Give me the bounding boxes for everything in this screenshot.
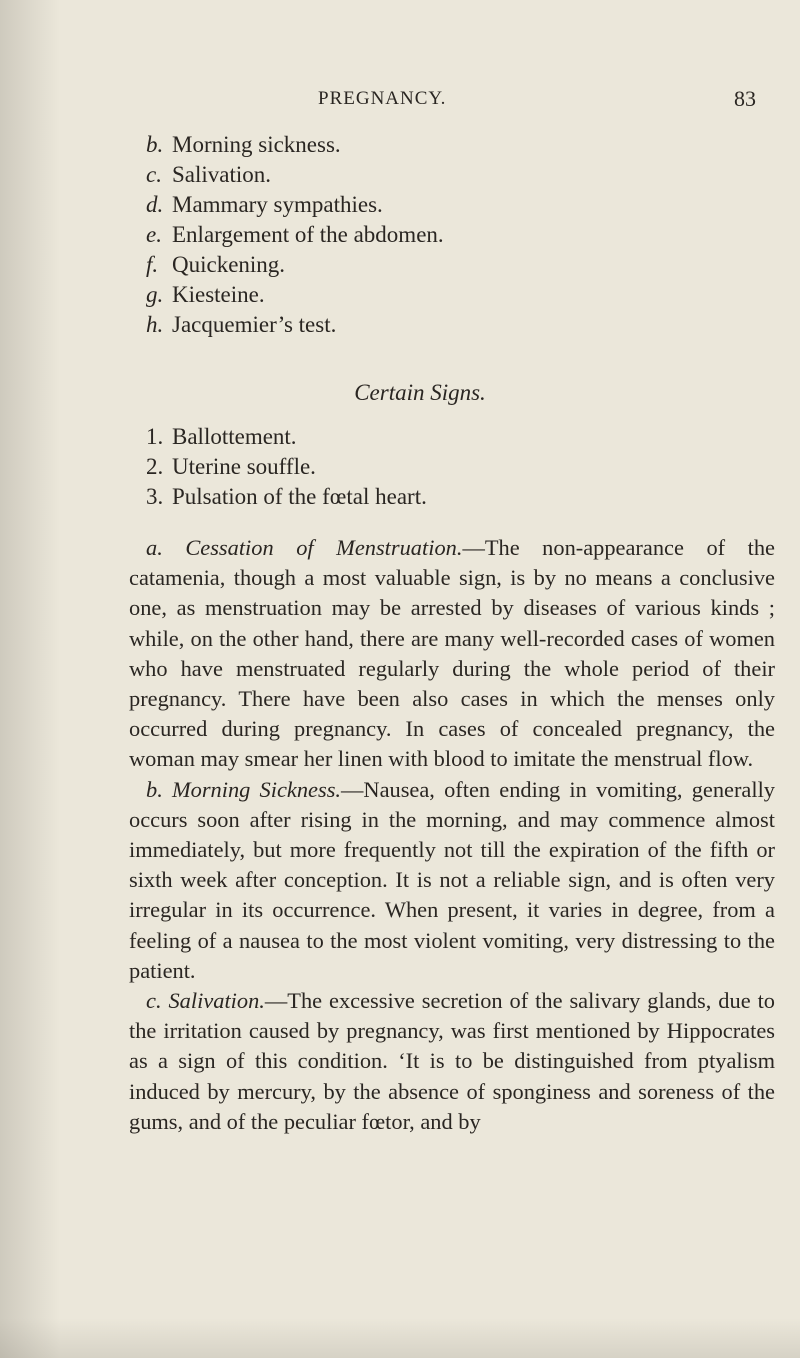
list-item [146, 482, 427, 512]
page-shadow-bottom [0, 1318, 800, 1358]
certain-signs-list [146, 422, 427, 512]
list-text: Uterine souffle. [172, 454, 316, 479]
paragraph-lead: a. Cessation of Menstruation. [146, 535, 463, 560]
list-number: 3. [146, 484, 164, 509]
list-item [146, 220, 444, 250]
list-item [146, 190, 444, 220]
body-text [129, 533, 775, 1137]
list-item [146, 130, 444, 160]
paragraph-text: —Nausea, often ending in vomiting, generally occurs soon after rising in the morning, and may commence almost immediately, but more frequently not till the expiration of the fifth or sixth week after conception. It is not a reliable sign, and is often very irregular in its occurrence. When present, it varies in degree, from a feeling of a nausea to the most violent vomiting, very distressing to the patient. [129, 776, 775, 983]
running-title: PREGNANCY. [318, 88, 447, 109]
list-item [146, 310, 444, 340]
list-text: Quickening. [172, 252, 286, 277]
list-item [146, 422, 427, 452]
list-text: Ballottement. [172, 424, 297, 449]
paragraph-lead: b. Morning Sickness. [146, 776, 342, 802]
list-item [146, 250, 444, 280]
list-text: Kiesteine. [172, 282, 265, 307]
list-marker: d. [146, 192, 164, 217]
uncertain-signs-list [146, 130, 444, 340]
list-text: Mammary sympathies. [172, 192, 383, 217]
paragraph-cessation-of-menstruation [129, 533, 775, 775]
paragraph-salivation [129, 986, 775, 1137]
paragraph-morning-sickness [129, 775, 775, 986]
list-marker: e. [146, 222, 162, 247]
page-number: 83 [734, 86, 756, 111]
list-marker: f. [146, 252, 159, 277]
list-text: Salivation. [172, 162, 272, 187]
list-number: 2. [146, 454, 164, 479]
list-marker: g. [146, 282, 164, 307]
page-shadow-left [0, 0, 60, 1358]
list-item [146, 280, 444, 310]
list-marker: c. [146, 162, 162, 187]
list-marker: b. [146, 132, 164, 157]
paragraph-text: —The non-appearance of the catamenia, though a most valuable sign, is by no means a conclusive one, as menstruation may be arrested by diseases of various kinds ; while, on the other hand, there are many well-recorded cases of women who have menstruated regularly during the whole period of their pregnancy. There have been also cases in which the menses only occurred during pregnancy. In cases of concealed pregnancy, the woman may smear her linen with blood to imitate the menstrual flow. [129, 535, 775, 772]
paragraph-text: —The excessive secretion of the salivary glands, due to the irritation caused by pregnancy, was first mentioned by Hippocrates as a sign of this condition. ‘It is to be distinguished from ptyalism induced by mercury, by the absence of sponginess and soreness of the gums, and of the peculiar fœtor, and by [129, 988, 775, 1134]
list-item [146, 452, 427, 482]
running-head [0, 88, 800, 118]
paragraph-lead: c. Salivation. [146, 988, 265, 1014]
list-item [146, 160, 444, 190]
list-text: Enlargement of the abdomen. [172, 222, 444, 247]
list-number: 1. [146, 424, 164, 449]
section-heading-certain-signs: Certain Signs. [354, 380, 486, 405]
list-text: Pulsation of the fœtal heart. [172, 484, 427, 509]
list-text: Jacquemier’s test. [172, 312, 337, 337]
list-marker: h. [146, 312, 164, 337]
list-text: Morning sickness. [172, 132, 341, 157]
